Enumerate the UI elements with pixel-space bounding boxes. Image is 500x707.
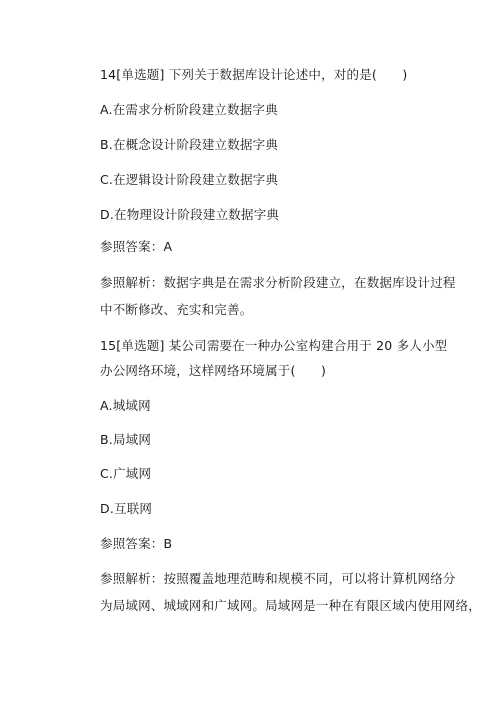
question-14-option-c: C.在逻辑设计阶段建立数据字典 <box>100 172 279 187</box>
question-14-option-b: B.在概念设计阶段建立数据字典 <box>100 137 279 152</box>
question-15-analysis-line-1: 参照解析：按照覆盖地理范畴和规模不同，可以将计算机网络分 <box>100 571 456 586</box>
question-15-analysis-line-2: 为局域网、城域网和广域网。局域网是一种在有限区域内使用网络， <box>100 598 482 613</box>
question-15-stem-line-2: 办公网络环境，这样网络环境属于( ) <box>100 363 327 378</box>
question-15-answer: 参照答案：B <box>100 536 173 551</box>
question-15-option-b: B.局域网 <box>100 432 152 447</box>
question-14-option-d: D.在物理设计阶段建立数据字典 <box>100 207 280 222</box>
question-15-option-c: C.广域网 <box>100 466 152 481</box>
question-14-answer: 参照答案：A <box>100 239 173 254</box>
question-15-option-d: D.互联网 <box>100 501 153 516</box>
question-14-analysis-line-2: 中不断修改、充实和完善。 <box>100 302 253 317</box>
question-15-option-a: A.城域网 <box>100 398 151 413</box>
question-14-option-a: A.在需求分析阶段建立数据字典 <box>100 102 278 117</box>
question-14-analysis-line-1: 参照解析：数据字典是在需求分析阶段建立，在数据库设计过程 <box>100 275 456 290</box>
question-14-stem: 14[单选题] 下列关于数据库设计论述中，对的是( ) <box>100 67 408 82</box>
question-15-stem-line-1: 15[单选题] 某公司需要在一种办公室构建合用于 20 多人小型 <box>100 338 448 353</box>
